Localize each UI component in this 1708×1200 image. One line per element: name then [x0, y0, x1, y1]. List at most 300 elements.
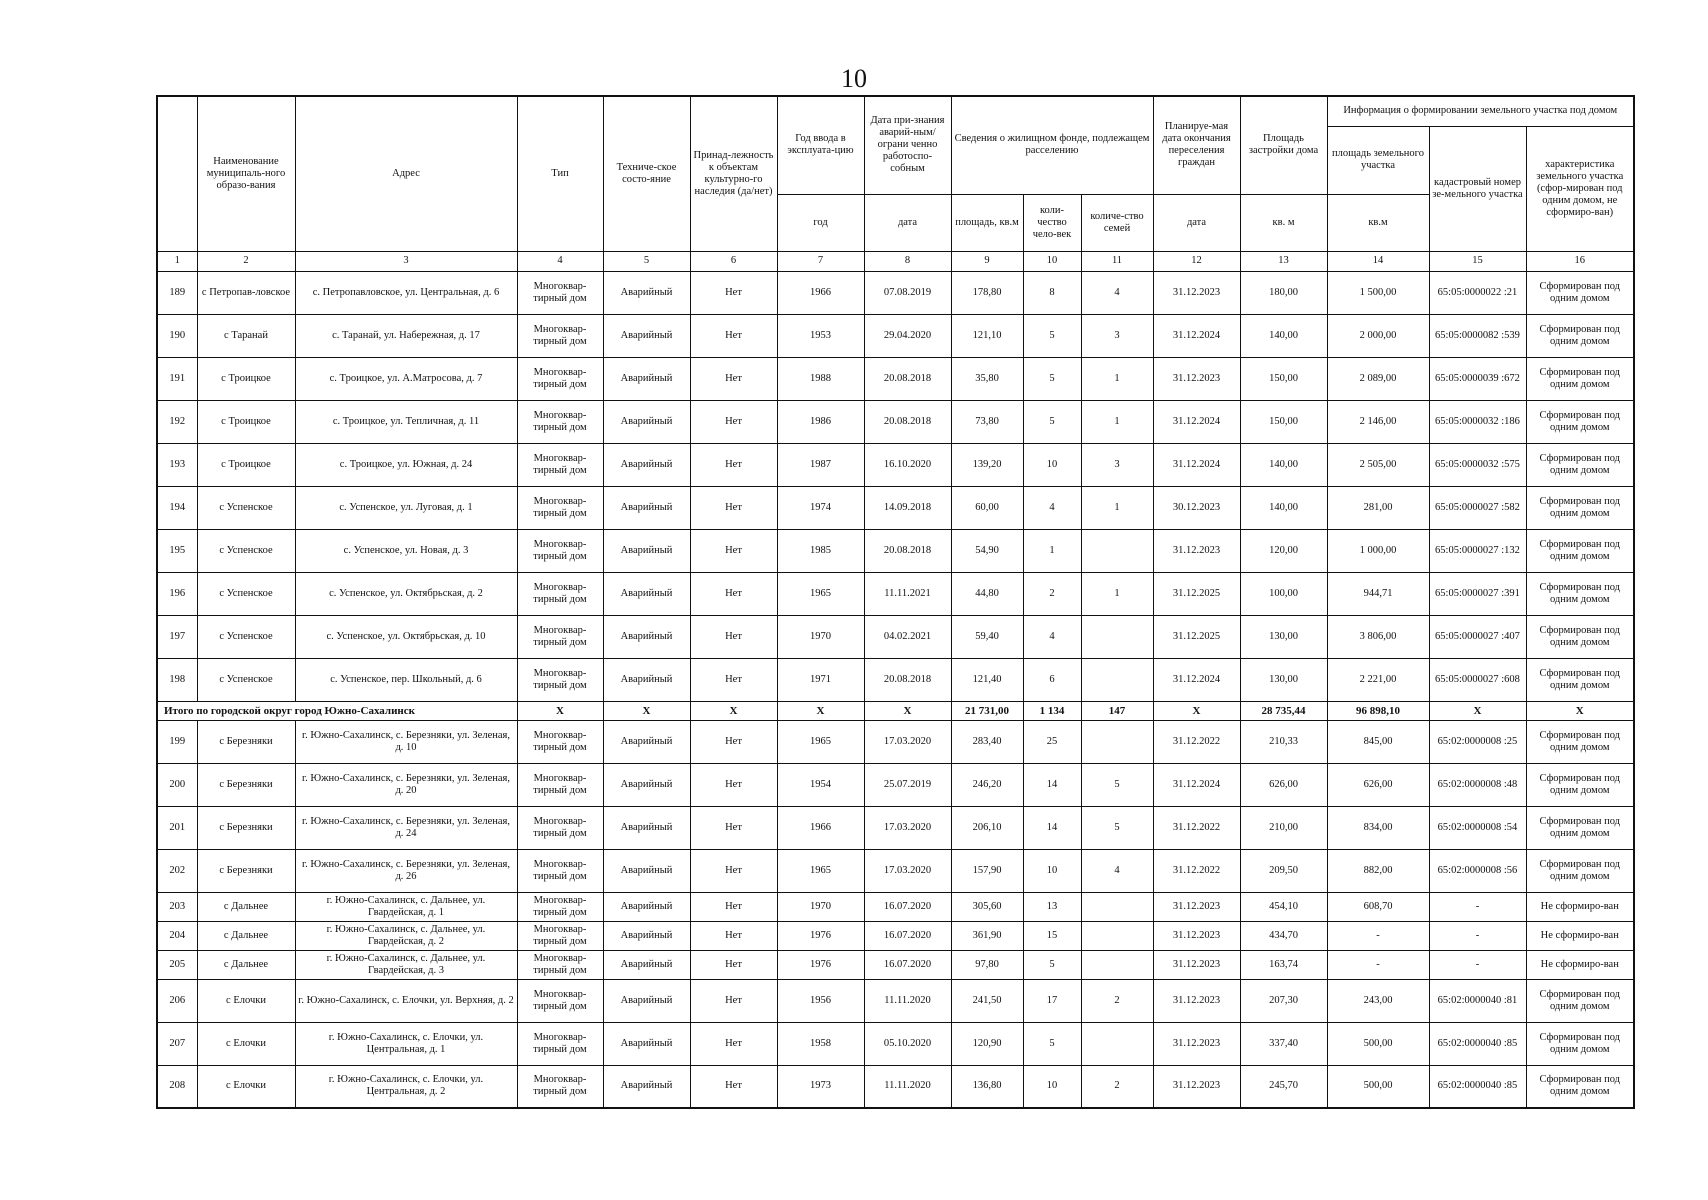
- municipality-cell: с Троицкое: [197, 400, 295, 443]
- header-date: дата: [864, 194, 951, 251]
- column-number: 4: [517, 251, 603, 271]
- type-cell: Многоквар-тирный дом: [517, 357, 603, 400]
- cadastral-cell: 65:05:0000027 :608: [1429, 658, 1526, 701]
- build-area-cell: 337,40: [1240, 1022, 1327, 1065]
- row-number: 203: [157, 892, 197, 921]
- municipality-cell: с Дальнее: [197, 921, 295, 950]
- total-build-area: 28 735,44: [1240, 701, 1327, 720]
- year-cell: 1986: [777, 400, 864, 443]
- year-cell: 1966: [777, 271, 864, 314]
- plan-date-cell: 31.12.2023: [1153, 271, 1240, 314]
- families-cell: 5: [1081, 763, 1153, 806]
- table-row: [157, 892, 1634, 921]
- row-number: 204: [157, 921, 197, 950]
- people-cell: 25: [1023, 720, 1081, 763]
- land-char-cell: Сформирован под одним домом: [1526, 357, 1634, 400]
- people-cell: 14: [1023, 763, 1081, 806]
- people-cell: 10: [1023, 443, 1081, 486]
- families-cell: [1081, 950, 1153, 979]
- build-area-cell: 180,00: [1240, 271, 1327, 314]
- people-cell: 5: [1023, 314, 1081, 357]
- table-row: [157, 615, 1634, 658]
- condition-cell: Аварийный: [603, 357, 690, 400]
- year-cell: 1954: [777, 763, 864, 806]
- condition-cell: Аварийный: [603, 1065, 690, 1108]
- address-cell: г. Южно-Сахалинск, с. Березняки, ул. Зеленая, д. 10: [295, 720, 517, 763]
- municipality-cell: с Елочки: [197, 979, 295, 1022]
- table-body-city: [157, 720, 1634, 1108]
- heritage-cell: Нет: [690, 400, 777, 443]
- build-area-cell: 140,00: [1240, 314, 1327, 357]
- heritage-cell: Нет: [690, 763, 777, 806]
- header-land-group: Информация о формировании земельного участка под домом: [1327, 96, 1634, 126]
- date-cell: 17.03.2020: [864, 806, 951, 849]
- condition-cell: Аварийный: [603, 271, 690, 314]
- families-cell: 2: [1081, 979, 1153, 1022]
- row-number: 190: [157, 314, 197, 357]
- land-area-cell: 281,00: [1327, 486, 1429, 529]
- date-cell: 11.11.2021: [864, 572, 951, 615]
- header-municipality: Наименование муниципаль-ного образо-вания: [197, 96, 295, 251]
- land-area-cell: 2 089,00: [1327, 357, 1429, 400]
- heritage-cell: Нет: [690, 271, 777, 314]
- land-area-cell: 626,00: [1327, 763, 1429, 806]
- year-cell: 1965: [777, 720, 864, 763]
- date-cell: 14.09.2018: [864, 486, 951, 529]
- table-row: [157, 658, 1634, 701]
- total-area: 21 731,00: [951, 701, 1023, 720]
- year-cell: 1974: [777, 486, 864, 529]
- type-cell: Многоквар-тирный дом: [517, 400, 603, 443]
- row-number: 202: [157, 849, 197, 892]
- date-cell: 17.03.2020: [864, 720, 951, 763]
- total-plan-date: X: [1153, 701, 1240, 720]
- municipality-cell: с Успенское: [197, 615, 295, 658]
- total-condition: X: [603, 701, 690, 720]
- column-number: 12: [1153, 251, 1240, 271]
- total-land-area: 96 898,10: [1327, 701, 1429, 720]
- housing-register-table: [156, 95, 1635, 1109]
- build-area-cell: 150,00: [1240, 400, 1327, 443]
- land-char-cell: Сформирован под одним домом: [1526, 720, 1634, 763]
- cadastral-cell: 65:02:0000008 :54: [1429, 806, 1526, 849]
- header-no: [157, 96, 197, 251]
- condition-cell: Аварийный: [603, 314, 690, 357]
- cadastral-cell: 65:05:0000027 :391: [1429, 572, 1526, 615]
- row-number: 206: [157, 979, 197, 1022]
- date-cell: 20.08.2018: [864, 400, 951, 443]
- plan-date-cell: 31.12.2023: [1153, 921, 1240, 950]
- cadastral-cell: 65:05:0000032 :186: [1429, 400, 1526, 443]
- area-cell: 178,80: [951, 271, 1023, 314]
- families-cell: 1: [1081, 572, 1153, 615]
- cadastral-cell: 65:05:0000027 :582: [1429, 486, 1526, 529]
- row-number: 194: [157, 486, 197, 529]
- date-cell: 20.08.2018: [864, 357, 951, 400]
- year-cell: 1971: [777, 658, 864, 701]
- land-char-cell: Сформирован под одним домом: [1526, 443, 1634, 486]
- build-area-cell: 454,10: [1240, 892, 1327, 921]
- table-row: [157, 357, 1634, 400]
- families-cell: 1: [1081, 400, 1153, 443]
- column-number: 14: [1327, 251, 1429, 271]
- heritage-cell: Нет: [690, 486, 777, 529]
- total-cadastral: X: [1429, 701, 1526, 720]
- row-number: 200: [157, 763, 197, 806]
- condition-cell: Аварийный: [603, 720, 690, 763]
- area-cell: 35,80: [951, 357, 1023, 400]
- land-char-cell: Сформирован под одним домом: [1526, 314, 1634, 357]
- column-number: 6: [690, 251, 777, 271]
- land-area-cell: 500,00: [1327, 1022, 1429, 1065]
- municipality-cell: с Березняки: [197, 806, 295, 849]
- address-cell: г. Южно-Сахалинск, с. Дальнее, ул. Гвардейская, д. 1: [295, 892, 517, 921]
- plan-date-cell: 31.12.2022: [1153, 806, 1240, 849]
- plan-date-cell: 31.12.2022: [1153, 849, 1240, 892]
- families-cell: [1081, 720, 1153, 763]
- column-number: 5: [603, 251, 690, 271]
- type-cell: Многоквар-тирный дом: [517, 658, 603, 701]
- header-area: площадь, кв.м: [951, 194, 1023, 251]
- condition-cell: Аварийный: [603, 486, 690, 529]
- heritage-cell: Нет: [690, 443, 777, 486]
- families-cell: 4: [1081, 849, 1153, 892]
- land-char-cell: Сформирован под одним домом: [1526, 486, 1634, 529]
- build-area-cell: 209,50: [1240, 849, 1327, 892]
- type-cell: Многоквар-тирный дом: [517, 271, 603, 314]
- address-cell: г. Южно-Сахалинск, с. Дальнее, ул. Гвардейская, д. 2: [295, 921, 517, 950]
- address-cell: г. Южно-Сахалинск, с. Елочки, ул. Центральная, д. 1: [295, 1022, 517, 1065]
- row-number: 201: [157, 806, 197, 849]
- heritage-cell: Нет: [690, 892, 777, 921]
- cadastral-cell: -: [1429, 950, 1526, 979]
- address-cell: с. Успенское, ул. Октябрьская, д. 2: [295, 572, 517, 615]
- year-cell: 1985: [777, 529, 864, 572]
- people-cell: 17: [1023, 979, 1081, 1022]
- area-cell: 157,90: [951, 849, 1023, 892]
- row-number: 196: [157, 572, 197, 615]
- land-area-cell: 1 500,00: [1327, 271, 1429, 314]
- date-cell: 05.10.2020: [864, 1022, 951, 1065]
- plan-date-cell: 31.12.2022: [1153, 720, 1240, 763]
- plan-date-cell: 31.12.2024: [1153, 443, 1240, 486]
- area-cell: 44,80: [951, 572, 1023, 615]
- header-build-unit: кв. м: [1240, 194, 1327, 251]
- land-area-cell: 608,70: [1327, 892, 1429, 921]
- area-cell: 121,10: [951, 314, 1023, 357]
- year-cell: 1965: [777, 849, 864, 892]
- row-number: 193: [157, 443, 197, 486]
- year-cell: 1976: [777, 921, 864, 950]
- area-cell: 121,40: [951, 658, 1023, 701]
- column-number: 11: [1081, 251, 1153, 271]
- cadastral-cell: 65:05:0000032 :575: [1429, 443, 1526, 486]
- cadastral-cell: 65:05:0000082 :539: [1429, 314, 1526, 357]
- heritage-cell: Нет: [690, 529, 777, 572]
- table-row: [157, 443, 1634, 486]
- people-cell: 5: [1023, 357, 1081, 400]
- address-cell: с. Троицкое, ул. Тепличная, д. 11: [295, 400, 517, 443]
- heritage-cell: Нет: [690, 314, 777, 357]
- plan-date-cell: 31.12.2024: [1153, 314, 1240, 357]
- cadastral-cell: 65:05:0000022 :21: [1429, 271, 1526, 314]
- families-cell: [1081, 892, 1153, 921]
- year-cell: 1973: [777, 1065, 864, 1108]
- families-cell: 3: [1081, 443, 1153, 486]
- people-cell: 5: [1023, 400, 1081, 443]
- header-land-area: площадь земельного участка: [1327, 126, 1429, 194]
- header-cadastral: кадастровый номер зе-мельного участка: [1429, 126, 1526, 251]
- column-number: 2: [197, 251, 295, 271]
- heritage-cell: Нет: [690, 1022, 777, 1065]
- families-cell: [1081, 615, 1153, 658]
- table-row: [157, 950, 1634, 979]
- families-cell: 5: [1081, 806, 1153, 849]
- municipality-cell: с Таранай: [197, 314, 295, 357]
- table-body-rural: [157, 271, 1634, 701]
- build-area-cell: 245,70: [1240, 1065, 1327, 1108]
- date-cell: 17.03.2020: [864, 849, 951, 892]
- people-cell: 4: [1023, 615, 1081, 658]
- build-area-cell: 207,30: [1240, 979, 1327, 1022]
- address-cell: г. Южно-Сахалинск, с. Березняки, ул. Зеленая, д. 24: [295, 806, 517, 849]
- build-area-cell: 210,00: [1240, 806, 1327, 849]
- build-area-cell: 140,00: [1240, 486, 1327, 529]
- families-cell: [1081, 1022, 1153, 1065]
- cadastral-cell: 65:05:0000039 :672: [1429, 357, 1526, 400]
- column-number: 7: [777, 251, 864, 271]
- condition-cell: Аварийный: [603, 806, 690, 849]
- area-cell: 136,80: [951, 1065, 1023, 1108]
- plan-date-cell: 31.12.2023: [1153, 1065, 1240, 1108]
- year-cell: 1958: [777, 1022, 864, 1065]
- plan-date-cell: 31.12.2023: [1153, 529, 1240, 572]
- type-cell: Многоквар-тирный дом: [517, 486, 603, 529]
- column-number: 10: [1023, 251, 1081, 271]
- municipality-cell: с Березняки: [197, 720, 295, 763]
- cadastral-cell: 65:05:0000027 :132: [1429, 529, 1526, 572]
- type-cell: Многоквар-тирный дом: [517, 529, 603, 572]
- area-cell: 361,90: [951, 921, 1023, 950]
- total-families: 147: [1081, 701, 1153, 720]
- column-number: 9: [951, 251, 1023, 271]
- header-date-group: Дата при-знания аварий-ным/ограни ченно работоспо-собным: [864, 96, 951, 194]
- type-cell: Многоквар-тирный дом: [517, 892, 603, 921]
- build-area-cell: 163,74: [1240, 950, 1327, 979]
- year-cell: 1988: [777, 357, 864, 400]
- municipality-cell: с Елочки: [197, 1065, 295, 1108]
- land-area-cell: 834,00: [1327, 806, 1429, 849]
- land-char-cell: Сформирован под одним домом: [1526, 529, 1634, 572]
- column-number: 15: [1429, 251, 1526, 271]
- area-cell: 246,20: [951, 763, 1023, 806]
- heritage-cell: Нет: [690, 615, 777, 658]
- families-cell: [1081, 658, 1153, 701]
- column-number: 3: [295, 251, 517, 271]
- year-cell: 1956: [777, 979, 864, 1022]
- type-cell: Многоквар-тирный дом: [517, 572, 603, 615]
- table-row: [157, 1065, 1634, 1108]
- address-cell: с. Петропавловское, ул. Центральная, д. 6: [295, 271, 517, 314]
- land-area-cell: 500,00: [1327, 1065, 1429, 1108]
- people-cell: 10: [1023, 849, 1081, 892]
- table-row: [157, 979, 1634, 1022]
- cadastral-cell: 65:02:0000008 :56: [1429, 849, 1526, 892]
- build-area-cell: 100,00: [1240, 572, 1327, 615]
- condition-cell: Аварийный: [603, 979, 690, 1022]
- plan-date-cell: 31.12.2023: [1153, 357, 1240, 400]
- land-area-cell: 944,71: [1327, 572, 1429, 615]
- heritage-cell: Нет: [690, 658, 777, 701]
- heritage-cell: Нет: [690, 720, 777, 763]
- land-char-cell: Сформирован под одним домом: [1526, 849, 1634, 892]
- municipality-cell: с Дальнее: [197, 950, 295, 979]
- row-number: 192: [157, 400, 197, 443]
- heritage-cell: Нет: [690, 950, 777, 979]
- people-cell: 1: [1023, 529, 1081, 572]
- land-area-cell: 2 505,00: [1327, 443, 1429, 486]
- area-cell: 54,90: [951, 529, 1023, 572]
- page-number: 10: [841, 64, 867, 93]
- condition-cell: Аварийный: [603, 763, 690, 806]
- land-char-cell: Не сформиро-ван: [1526, 892, 1634, 921]
- land-area-cell: -: [1327, 921, 1429, 950]
- column-numbers-row: [157, 251, 1634, 271]
- families-cell: [1081, 529, 1153, 572]
- year-cell: 1970: [777, 892, 864, 921]
- people-cell: 6: [1023, 658, 1081, 701]
- row-number: 207: [157, 1022, 197, 1065]
- municipality-cell: с Успенское: [197, 486, 295, 529]
- table-row: [157, 400, 1634, 443]
- total-date: X: [864, 701, 951, 720]
- year-cell: 1966: [777, 806, 864, 849]
- date-cell: 04.02.2021: [864, 615, 951, 658]
- cadastral-cell: 65:02:0000008 :48: [1429, 763, 1526, 806]
- condition-cell: Аварийный: [603, 572, 690, 615]
- build-area-cell: 150,00: [1240, 357, 1327, 400]
- area-cell: 73,80: [951, 400, 1023, 443]
- condition-cell: Аварийный: [603, 1022, 690, 1065]
- header-condition: Техниче-ское состо-яние: [603, 96, 690, 251]
- land-area-cell: 882,00: [1327, 849, 1429, 892]
- header-land-unit: кв.м: [1327, 194, 1429, 251]
- build-area-cell: 434,70: [1240, 921, 1327, 950]
- heritage-cell: Нет: [690, 806, 777, 849]
- land-area-cell: 2 221,00: [1327, 658, 1429, 701]
- condition-cell: Аварийный: [603, 658, 690, 701]
- municipality-cell: с Березняки: [197, 849, 295, 892]
- date-cell: 16.07.2020: [864, 892, 951, 921]
- header-plan-group: Планируе-мая дата окончания переселения граждан: [1153, 96, 1240, 194]
- table-row: [157, 763, 1634, 806]
- heritage-cell: Нет: [690, 921, 777, 950]
- total-land-char: X: [1526, 701, 1634, 720]
- build-area-cell: 626,00: [1240, 763, 1327, 806]
- address-cell: с. Троицкое, ул. Южная, д. 24: [295, 443, 517, 486]
- type-cell: Многоквар-тирный дом: [517, 615, 603, 658]
- type-cell: Многоквар-тирный дом: [517, 921, 603, 950]
- condition-cell: Аварийный: [603, 950, 690, 979]
- date-cell: 07.08.2019: [864, 271, 951, 314]
- land-area-cell: 1 000,00: [1327, 529, 1429, 572]
- date-cell: 25.07.2019: [864, 763, 951, 806]
- land-area-cell: -: [1327, 950, 1429, 979]
- heritage-cell: Нет: [690, 572, 777, 615]
- people-cell: 15: [1023, 921, 1081, 950]
- date-cell: 20.08.2018: [864, 658, 951, 701]
- plan-date-cell: 30.12.2023: [1153, 486, 1240, 529]
- address-cell: с. Троицкое, ул. А.Матросова, д. 7: [295, 357, 517, 400]
- area-cell: 59,40: [951, 615, 1023, 658]
- header-people: коли-чество чело-век: [1023, 194, 1081, 251]
- header-type: Тип: [517, 96, 603, 251]
- municipality-cell: с Петропав-ловское: [197, 271, 295, 314]
- land-char-cell: Не сформиро-ван: [1526, 950, 1634, 979]
- plan-date-cell: 31.12.2025: [1153, 572, 1240, 615]
- plan-date-cell: 31.12.2023: [1153, 979, 1240, 1022]
- condition-cell: Аварийный: [603, 400, 690, 443]
- heritage-cell: Нет: [690, 1065, 777, 1108]
- table-row: [157, 1022, 1634, 1065]
- type-cell: Многоквар-тирный дом: [517, 849, 603, 892]
- year-cell: 1970: [777, 615, 864, 658]
- address-cell: с. Успенское, ул. Октябрьская, д. 10: [295, 615, 517, 658]
- plan-date-cell: 31.12.2023: [1153, 1022, 1240, 1065]
- year-cell: 1953: [777, 314, 864, 357]
- address-cell: с. Успенское, ул. Новая, д. 3: [295, 529, 517, 572]
- build-area-cell: 120,00: [1240, 529, 1327, 572]
- type-cell: Многоквар-тирный дом: [517, 720, 603, 763]
- total-people: 1 134: [1023, 701, 1081, 720]
- year-cell: 1976: [777, 950, 864, 979]
- table-body-total: [157, 701, 1634, 720]
- cadastral-cell: 65:02:0000040 :85: [1429, 1065, 1526, 1108]
- header-year: год: [777, 194, 864, 251]
- land-char-cell: Сформирован под одним домом: [1526, 271, 1634, 314]
- condition-cell: Аварийный: [603, 849, 690, 892]
- address-cell: с. Таранай, ул. Набережная, д. 17: [295, 314, 517, 357]
- date-cell: 16.07.2020: [864, 950, 951, 979]
- municipality-cell: с Успенское: [197, 658, 295, 701]
- land-char-cell: Сформирован под одним домом: [1526, 615, 1634, 658]
- land-char-cell: Сформирован под одним домом: [1526, 400, 1634, 443]
- row-number: 189: [157, 271, 197, 314]
- area-cell: 305,60: [951, 892, 1023, 921]
- families-cell: 2: [1081, 1065, 1153, 1108]
- total-type: X: [517, 701, 603, 720]
- people-cell: 10: [1023, 1065, 1081, 1108]
- total-heritage: X: [690, 701, 777, 720]
- build-area-cell: 130,00: [1240, 658, 1327, 701]
- header-heritage: Принад-лежность к объектам культурно-го наследия (да/нет): [690, 96, 777, 251]
- date-cell: 11.11.2020: [864, 1065, 951, 1108]
- land-area-cell: 2 000,00: [1327, 314, 1429, 357]
- plan-date-cell: 31.12.2024: [1153, 400, 1240, 443]
- cadastral-cell: -: [1429, 921, 1526, 950]
- build-area-cell: 130,00: [1240, 615, 1327, 658]
- type-cell: Многоквар-тирный дом: [517, 1022, 603, 1065]
- plan-date-cell: 31.12.2024: [1153, 658, 1240, 701]
- column-number: 8: [864, 251, 951, 271]
- type-cell: Многоквар-тирный дом: [517, 443, 603, 486]
- date-cell: 20.08.2018: [864, 529, 951, 572]
- plan-date-cell: 31.12.2024: [1153, 763, 1240, 806]
- type-cell: Многоквар-тирный дом: [517, 763, 603, 806]
- families-cell: 4: [1081, 271, 1153, 314]
- people-cell: 8: [1023, 271, 1081, 314]
- land-char-cell: Сформирован под одним домом: [1526, 658, 1634, 701]
